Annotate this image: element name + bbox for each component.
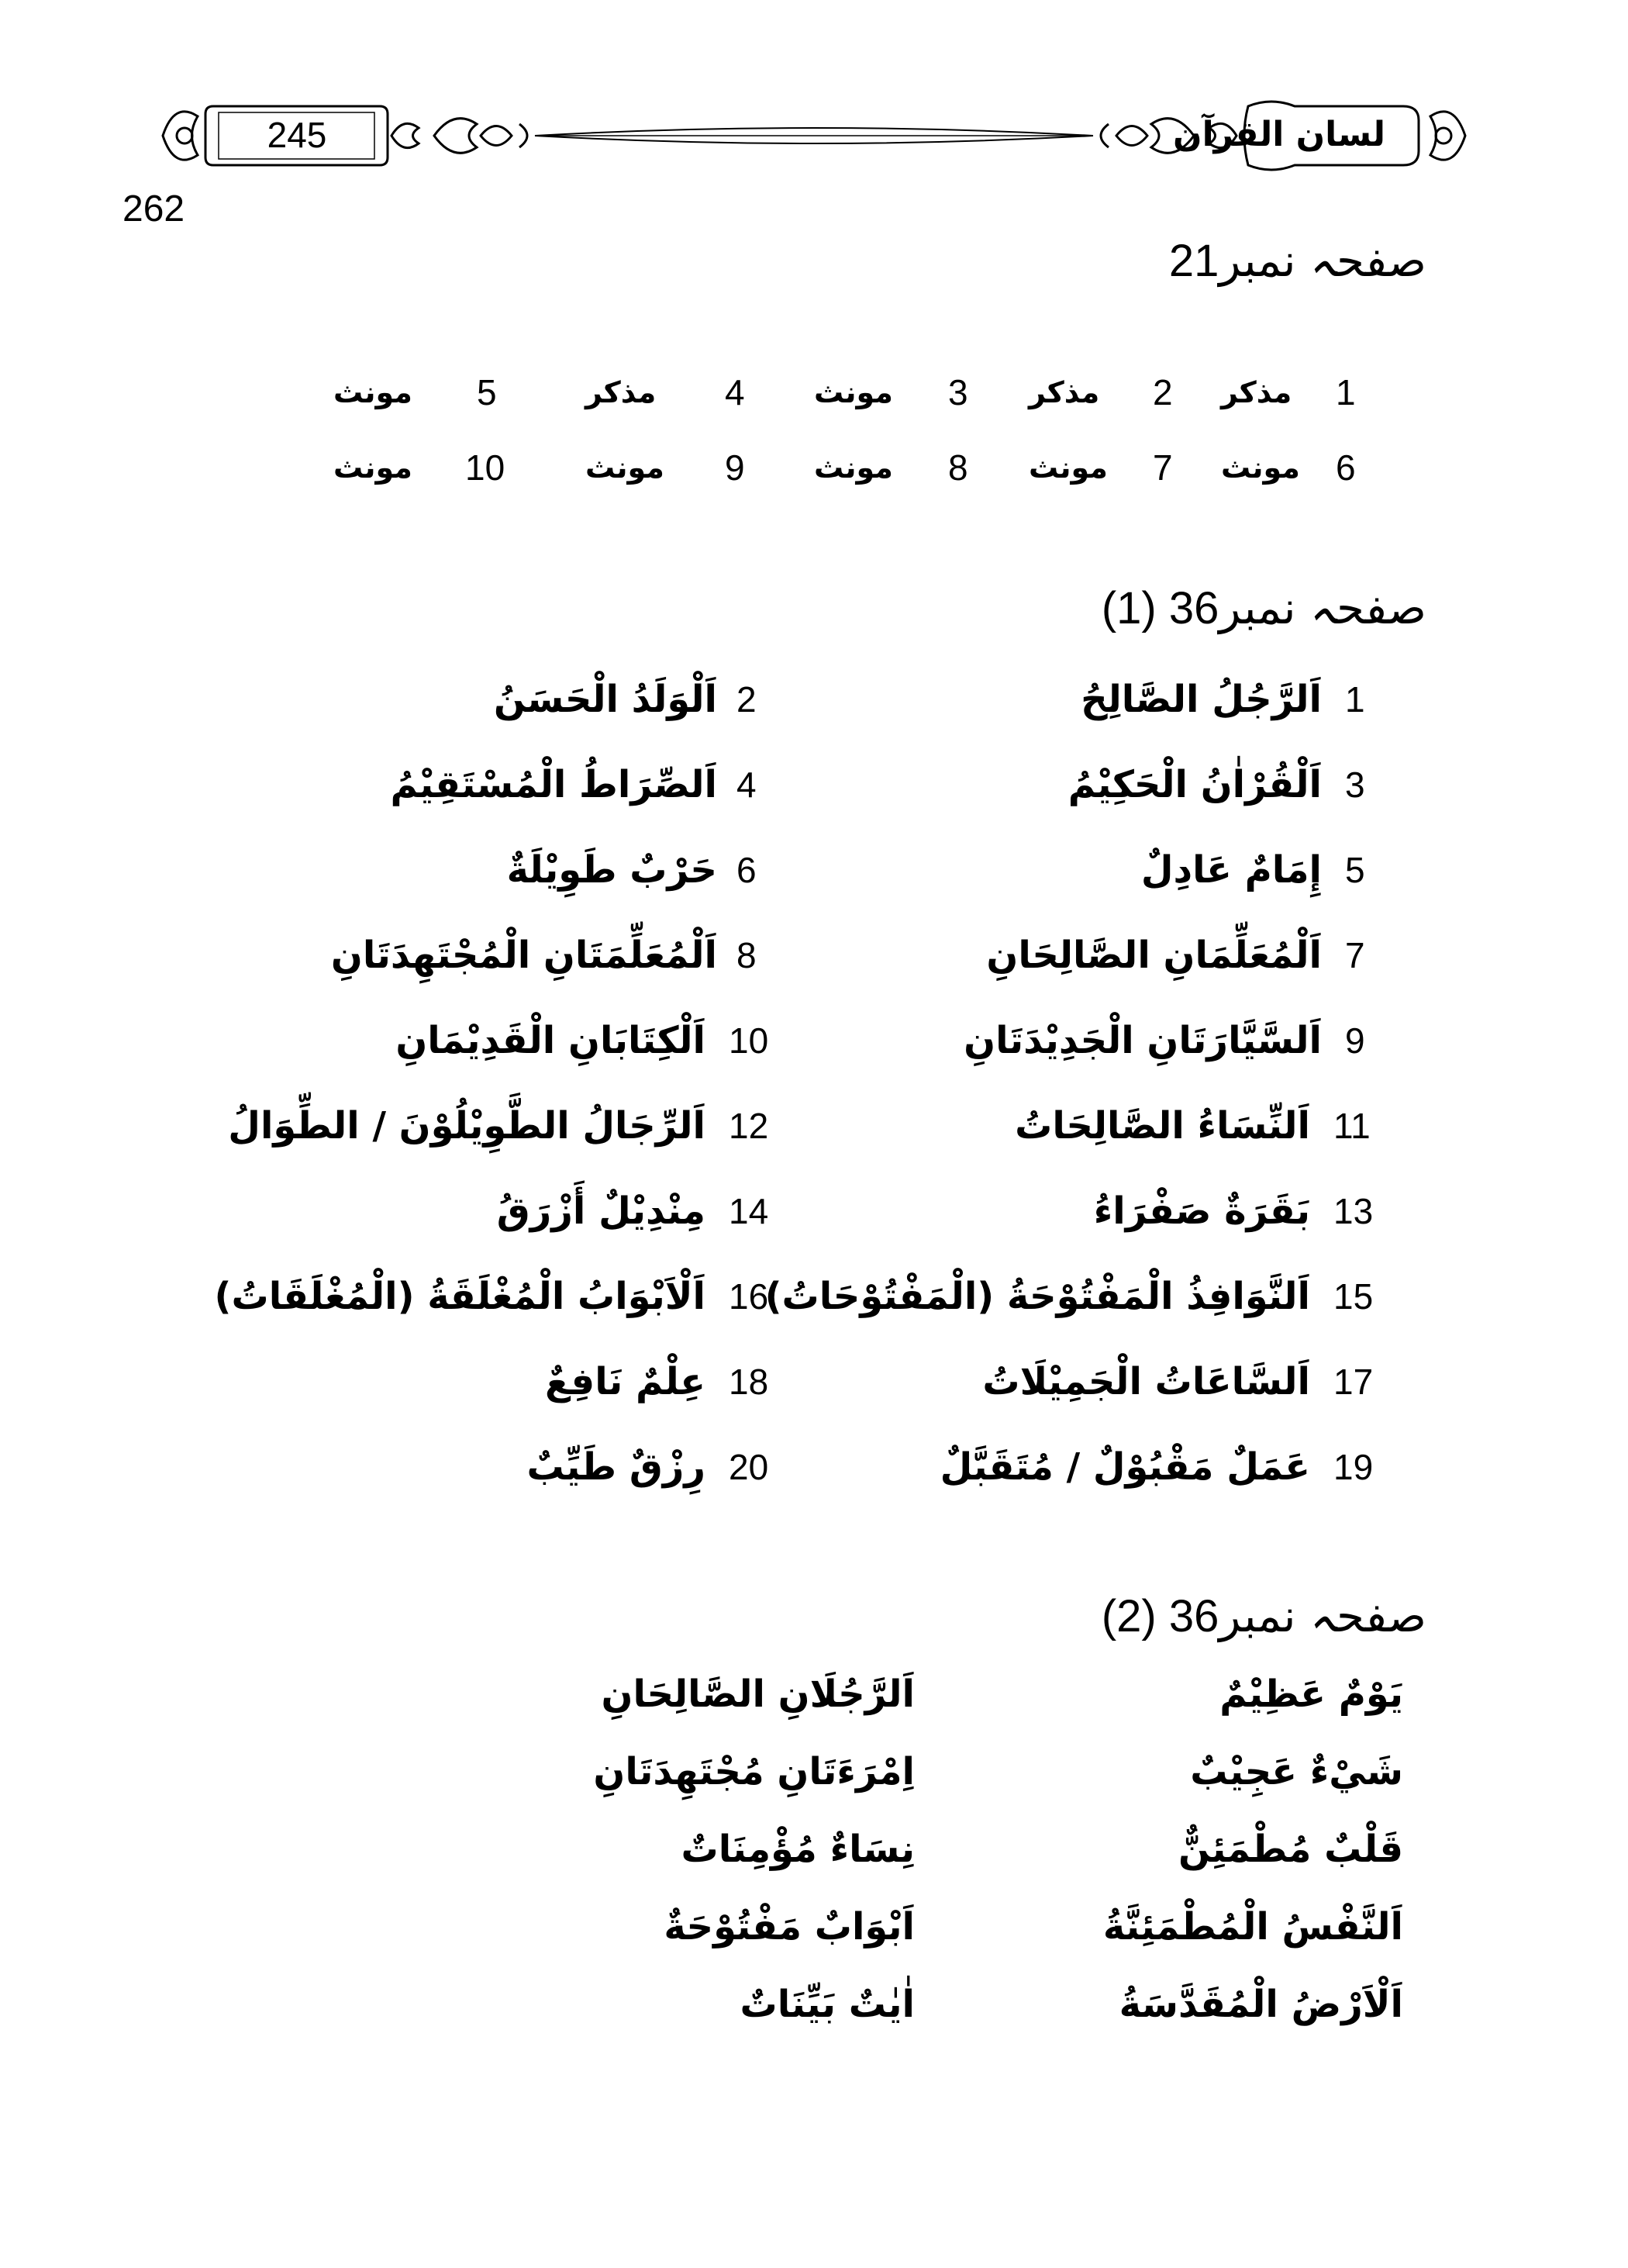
book-page-number: 262 bbox=[122, 188, 185, 230]
phrase-item bbox=[806, 924, 1395, 986]
phrase-item bbox=[806, 839, 1395, 901]
phrase-text: اَلْمُعَلِّمَانِ الصَّالِحَانِ bbox=[986, 934, 1322, 977]
phrase-number: 9 bbox=[1345, 1020, 1365, 1061]
phrase-text: اَلسَّاعَاتُ الْجَمِيْلَاتُ bbox=[982, 1360, 1310, 1403]
phrase-item bbox=[233, 1180, 791, 1242]
pair-item: اِمْرَءَتَانِ مُجْتَهِدَتَانِ bbox=[593, 1750, 915, 1793]
phrase-text: عَمَلٌ مَقْبُوْلٌ / مُتَقَبَّلٌ bbox=[940, 1445, 1310, 1489]
phrase-item bbox=[806, 1180, 1395, 1242]
phrase-text: اَلصِّرَاطُ الْمُسْتَقِيْمُ bbox=[390, 763, 717, 806]
section1-heading bbox=[1169, 233, 1426, 289]
phrase-text: اَلْكِتَابَانِ الْقَدِيْمَانِ bbox=[395, 1019, 705, 1062]
phrase-text: عِلْمٌ نَافِعٌ bbox=[545, 1360, 705, 1403]
phrase-number: 1 bbox=[1345, 679, 1365, 720]
pair-item: اَلنَّفْسُ الْمُطْمَئِنَّةُ bbox=[1102, 1905, 1403, 1949]
section3-heading bbox=[1102, 1588, 1426, 1645]
phrase-item bbox=[233, 754, 791, 816]
gender-grid-number: 5 bbox=[477, 372, 497, 413]
section2-heading-label: صفحہ نمبر bbox=[1219, 582, 1426, 634]
phrase-item bbox=[233, 924, 791, 986]
pair-item: اَبْوَابٌ مَفْتُوْحَةٌ bbox=[664, 1905, 915, 1949]
phrase-item bbox=[806, 1436, 1395, 1498]
gender-grid-word: مذکر bbox=[585, 375, 657, 409]
pair-item: شَيْءٌ عَجِيْبٌ bbox=[1190, 1750, 1403, 1793]
phrase-text: اَلْقُرْاٰنُ الْحَكِيْمُ bbox=[1068, 763, 1322, 806]
phrase-number: 3 bbox=[1345, 765, 1365, 805]
phrase-item bbox=[806, 1351, 1395, 1413]
phrase-item bbox=[806, 754, 1395, 816]
phrase-item bbox=[228, 1095, 791, 1157]
page-header bbox=[155, 89, 1473, 182]
gender-grid-number: 8 bbox=[948, 447, 968, 488]
gender-grid-word: مونث bbox=[1029, 450, 1108, 485]
phrase-number: 15 bbox=[1333, 1276, 1374, 1317]
phrase-text: اَلرَّجُلُ الصَّالِحُ bbox=[1081, 678, 1322, 721]
phrase-number: 20 bbox=[729, 1447, 769, 1487]
phrase-item bbox=[806, 1095, 1395, 1157]
pair-item: اَلرَّجُلَانِ الصَّالِحَانِ bbox=[601, 1673, 915, 1716]
phrase-text: اَلسَّيَّارَتَانِ الْجَدِيْدَتَانِ bbox=[964, 1019, 1322, 1062]
header-book-title: لسان القرآن bbox=[1173, 115, 1385, 154]
phrase-text: اَلْاَبْوَابُ الْمُغْلَقَةُ (الْمُغْلَقَاتُ) bbox=[214, 1275, 705, 1318]
pair-item: اَلْاَرْضُ الْمُقَدَّسَةُ bbox=[1119, 1983, 1403, 2026]
phrase-number: 16 bbox=[729, 1276, 769, 1317]
gender-grid-number: 9 bbox=[725, 447, 745, 488]
phrase-item bbox=[233, 1436, 791, 1498]
gender-grid-word: مذکر bbox=[1221, 375, 1292, 409]
phrase-text: بَقَرَةٌ صَفْرَاءُ bbox=[1093, 1189, 1310, 1233]
gender-grid-word: مونث bbox=[814, 450, 893, 485]
phrase-number: 6 bbox=[736, 850, 757, 890]
phrase-item bbox=[806, 668, 1395, 730]
phrase-number: 13 bbox=[1333, 1191, 1374, 1231]
phrase-item bbox=[764, 1265, 1395, 1327]
phrase-number: 12 bbox=[729, 1106, 769, 1146]
phrase-text: رِزْقٌ طَيِّبٌ bbox=[526, 1445, 705, 1489]
pair-item: قَلْبٌ مُطْمَئِنٌّ bbox=[1178, 1828, 1403, 1871]
phrase-number: 8 bbox=[736, 935, 757, 975]
section1-heading-label: صفحہ نمبر bbox=[1219, 234, 1426, 287]
gender-grid-number: 4 bbox=[725, 372, 745, 413]
phrase-number: 19 bbox=[1333, 1447, 1374, 1487]
phrase-item bbox=[233, 1010, 791, 1072]
phrase-number: 2 bbox=[736, 679, 757, 720]
phrase-number: 18 bbox=[729, 1362, 769, 1402]
phrase-text: اَلرِّجَالُ الطَّوِيْلُوْنَ / الطِّوَالُ bbox=[228, 1104, 705, 1148]
section2-heading bbox=[1102, 580, 1426, 637]
section3-heading-number: 36 (2) bbox=[1101, 1591, 1219, 1641]
gender-grid-word: مونث bbox=[585, 450, 664, 485]
phrase-number: 14 bbox=[729, 1191, 769, 1231]
phrase-item bbox=[233, 668, 791, 730]
phrase-item bbox=[214, 1265, 791, 1327]
pair-item: اٰيٰتٌ بَيِّنَاتٌ bbox=[740, 1983, 915, 2026]
phrase-text: اَلنِّسَاءُ الصَّالِحَاتُ bbox=[1015, 1104, 1310, 1148]
gender-grid-number: 3 bbox=[948, 372, 968, 413]
phrase-item bbox=[233, 1351, 791, 1413]
phrase-item bbox=[233, 839, 791, 901]
phrase-text: اَلْوَلَدُ الْحَسَنُ bbox=[493, 678, 717, 721]
pair-item: يَوْمٌ عَظِيْمٌ bbox=[1219, 1673, 1403, 1716]
phrase-number: 7 bbox=[1345, 935, 1365, 975]
phrase-text: حَرْبٌ طَوِيْلَةٌ bbox=[506, 848, 717, 892]
phrase-item bbox=[806, 1010, 1395, 1072]
gender-grid-word: مونث bbox=[333, 375, 412, 409]
phrase-number: 11 bbox=[1333, 1106, 1371, 1146]
pair-item: نِسَاءٌ مُؤْمِنَاتٌ bbox=[681, 1828, 915, 1871]
gender-grid-number: 1 bbox=[1336, 372, 1356, 413]
gender-grid-word: مونث bbox=[333, 450, 412, 485]
phrase-number: 4 bbox=[736, 765, 757, 805]
phrase-text: مِنْدِيْلٌ أَزْرَقُ bbox=[496, 1189, 705, 1233]
phrase-number: 5 bbox=[1345, 850, 1365, 890]
phrase-text: اَلنَّوَافِذُ الْمَفْتُوْحَةُ (الْمَفْتُوْحَاتُ) bbox=[764, 1275, 1310, 1318]
gender-grid-number: 2 bbox=[1153, 372, 1173, 413]
header-page-number: 245 bbox=[267, 115, 327, 155]
gender-grid-number: 6 bbox=[1336, 447, 1356, 488]
section1-heading-number: 21 bbox=[1168, 236, 1219, 286]
gender-grid-word: مونث bbox=[814, 375, 893, 409]
section2-heading-number: 36 (1) bbox=[1101, 583, 1219, 633]
phrase-text: اَلْمُعَلِّمَتَانِ الْمُجْتَهِدَتَانِ bbox=[330, 934, 717, 977]
phrase-text: إِمَامٌ عَادِلٌ bbox=[1140, 848, 1322, 892]
gender-grid-word: مونث bbox=[1221, 450, 1300, 485]
gender-grid-number: 10 bbox=[465, 447, 505, 488]
gender-grid-number: 7 bbox=[1153, 447, 1173, 488]
phrase-number: 17 bbox=[1333, 1362, 1374, 1402]
gender-grid-word: مذکر bbox=[1029, 375, 1100, 409]
section3-heading-label: صفحہ نمبر bbox=[1219, 1590, 1426, 1642]
phrase-number: 10 bbox=[729, 1020, 769, 1061]
